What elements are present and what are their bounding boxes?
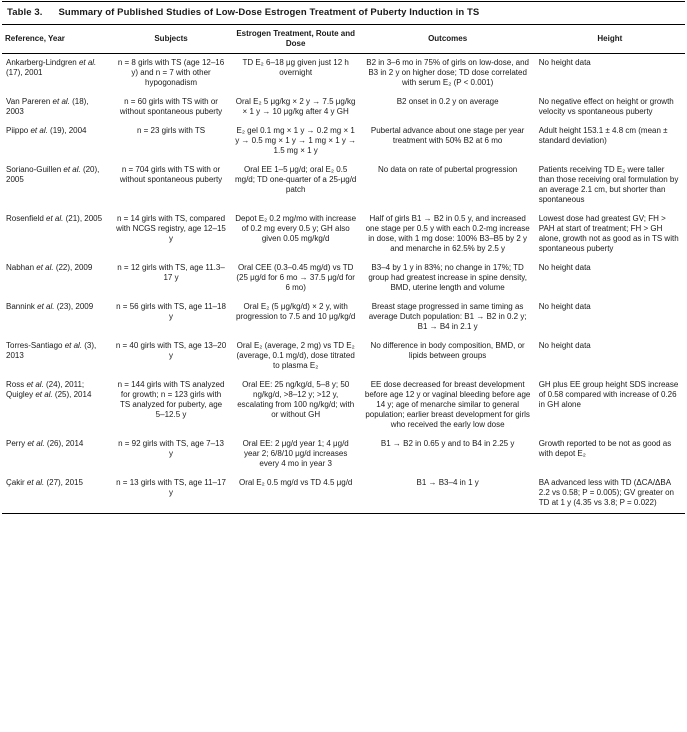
col-header-height: Height — [535, 25, 685, 54]
cell-height: Lowest dose had greatest GV; FH > PAH at start of treatment; FH > GH alone, growth not as good as in TS with spontaneous puberty — [538, 214, 679, 253]
col-header-subjects: Subjects — [111, 25, 231, 54]
table-row — [2, 337, 685, 376]
cell-treatment: Oral E₂ (5 μg/kg/d) × 2 y, with progression to 7.5 and 10 μg/kg/d — [235, 302, 356, 321]
cell-outcomes: B1 → B3–4 in 1 y — [416, 478, 479, 487]
cell-height: GH plus EE group height SDS increase of 0.58 compared with increase of 0.26 in GH alone — [538, 380, 679, 409]
cell-treatment: Oral EE: 2 μg/d year 1; 4 μg/d year 2; 6/8/10 μg/d increases every 4 mo in year 3 — [242, 439, 349, 468]
table-row — [2, 259, 685, 298]
cell-treatment: E₂ gel 0.1 mg × 1 y → 0.2 mg × 1 y → 0.5 mg × 1 y → 1 mg × 1 y → 1.5 mg × 1 y — [235, 126, 357, 155]
cell-treatment: Oral CEE (0.3–0.45 mg/d) vs TD (25 μg/d for 6 mo → 37.5 μg/d for 6 mo) — [236, 263, 355, 292]
cell-outcomes: Half of girls B1 → B2 in 0.5 y, and increased one stage per 0.5 y with each 0.2-mg increase in dose, with 1 mg dose: 100% B3–B5 by 2 y and menarche in 62.5% by 2.5 y — [365, 214, 530, 253]
cell-outcomes: B3–4 by 1 y in 83%; no change in 17%; TD group had greatest increase in spine density, BMD, uterine length and volume — [368, 263, 527, 292]
cell-subjects: n = 40 girls with TS, age 13–20 y — [115, 341, 227, 360]
cell-treatment: Depot E₂ 0.2 mg/mo with increase of 0.2 mg every 0.5 y; GH also given 0.05 mg/kg/d — [235, 214, 357, 243]
cell-height: Patients receiving TD E₂ were taller than those receiving oral formulation by an average 2.1 cm, but shorter than spontaneous — [538, 165, 679, 204]
cell-reference: Ross et al. (24), 2011; Quigley et al. (25), 2014 — [6, 380, 92, 399]
table-row — [2, 435, 685, 474]
cell-height: BA advanced less with TD (ΔCA/ΔBA 2.2 vs 0.58; P = 0.005); GV greater on TD at 1 y (4.35 vs 3.8; P = 0.022) — [538, 478, 674, 507]
studies-table — [2, 24, 685, 514]
cell-outcomes: Pubertal advance about one stage per year treatment with 50% B2 at 6 mo — [370, 126, 525, 145]
cell-outcomes: B2 in 3–6 mo in 75% of girls on low-dose, and B3 in 2 y on higher dose; TD dose correlated with serum E₂ (P < 0.001) — [366, 58, 529, 87]
cell-height: Adult height 153.1 ± 4.8 cm (mean ± standard deviation) — [538, 126, 668, 145]
cell-subjects: n = 60 girls with TS with or without spontaneous puberty — [119, 97, 223, 116]
cell-reference: Çakir et al. (27), 2015 — [6, 478, 83, 487]
cell-subjects: n = 144 girls with TS analyzed for growth; n = 123 girls with TS analyzed for puberty, age 5–12.5 y — [117, 380, 225, 419]
cell-treatment: Oral E₂ 5 μg/kg × 2 y → 7.5 μg/kg × 1 y → 10 μg/kg after 4 y GH — [235, 97, 356, 116]
cell-reference: Ankarberg-Lindgren et al. (17), 2001 — [6, 58, 97, 77]
cell-subjects: n = 23 girls with TS — [136, 126, 206, 135]
cell-treatment: TD E₂ 6–18 μg given just 12 h overnight — [242, 58, 349, 77]
cell-reference: Soriano-Guillen et al. (20), 2005 — [6, 165, 100, 184]
cell-reference: Piippo et al. (19), 2004 — [6, 126, 87, 135]
cell-height: Growth reported to be not as good as with depot E₂ — [538, 439, 672, 458]
cell-reference: Nabhan et al. (22), 2009 — [6, 263, 93, 272]
table-label: Table 3. — [7, 7, 43, 18]
table-row — [2, 54, 685, 94]
cell-subjects: n = 13 girls with TS, age 11–17 y — [116, 478, 226, 497]
table-row — [2, 122, 685, 161]
cell-height: No height data — [538, 58, 591, 67]
cell-height: No negative effect on height or growth velocity vs spontaneous puberty — [538, 97, 674, 116]
cell-height: No height data — [538, 341, 591, 350]
cell-outcomes: EE dose decreased for breast development before age 12 y or vaginal bleeding before age 14 y; age of menarche similar to general population; earlier breast development for girls who received the early low dose — [364, 380, 531, 429]
table-row — [2, 298, 685, 337]
cell-subjects: n = 704 girls with TS with or without spontaneous puberty — [119, 165, 223, 184]
cell-subjects: n = 92 girls with TS, age 7–13 y — [118, 439, 224, 458]
cell-subjects: n = 56 girls with TS, age 11–18 y — [116, 302, 226, 321]
cell-height: No height data — [538, 302, 591, 311]
cell-treatment: Oral EE 1–5 μg/d; oral E₂ 0.5 mg/d; TD one-quarter of a 25-μg/d patch — [234, 165, 357, 194]
cell-height: No height data — [538, 263, 591, 272]
cell-treatment: Oral E₂ 0.5 mg/d vs TD 4.5 μg/d — [238, 478, 353, 487]
table-title-text: Summary of Published Studies of Low-Dose Estrogen Treatment of Puberty Induction in TS — [58, 7, 480, 18]
header-row — [2, 25, 685, 54]
cell-reference: Van Pareren et al. (18), 2003 — [6, 97, 89, 116]
cell-reference: Bannink et al. (23), 2009 — [6, 302, 94, 311]
cell-reference: Perry et al. (26), 2014 — [6, 439, 84, 448]
cell-reference: Torres-Santiago et al. (3), 2013 — [6, 341, 97, 360]
cell-outcomes: B2 onset in 0.2 y on average — [396, 97, 499, 106]
cell-outcomes: No data on rate of pubertal progression — [378, 165, 518, 174]
table-row — [2, 210, 685, 259]
table-row — [2, 161, 685, 210]
col-header-outcomes: Outcomes — [361, 25, 535, 54]
cell-subjects: n = 14 girls with TS, compared with NCGS registry, age 12–15 y — [116, 214, 226, 243]
table-row — [2, 474, 685, 514]
cell-subjects: n = 8 girls with TS (age 12–16 y) and n = 7 with other hypogonadism — [117, 58, 225, 87]
cell-subjects: n = 12 girls with TS, age 11.3–17 y — [117, 263, 225, 282]
cell-outcomes: B1 → B2 in 0.65 y and to B4 in 2.25 y — [380, 439, 515, 448]
cell-outcomes: Breast stage progressed in same timing as average Dutch population: B1 → B2 in 0.2 y; B1 → B4 in 2.1 y — [368, 302, 527, 331]
table-row — [2, 93, 685, 122]
col-header-reference: Reference, Year — [2, 25, 111, 54]
cell-treatment: Oral EE: 25 ng/kg/d, 5–8 y; 50 ng/kg/d, >8–12 y; >12 y, escalating from 100 ng/kg/d; with or without GH — [237, 380, 355, 419]
cell-outcomes: No difference in body composition, BMD, or lipids between groups — [370, 341, 525, 360]
table-row — [2, 376, 685, 435]
table-title — [2, 1, 685, 24]
cell-reference: Rosenfield et al. (21), 2005 — [6, 214, 103, 223]
cell-treatment: Oral E₂ (average, 2 mg) vs TD E₂ (average, 0.1 mg/d), dose titrated to plasma E₂ — [236, 341, 355, 370]
col-header-treatment: Estrogen Treatment, Route and Dose — [231, 25, 361, 54]
